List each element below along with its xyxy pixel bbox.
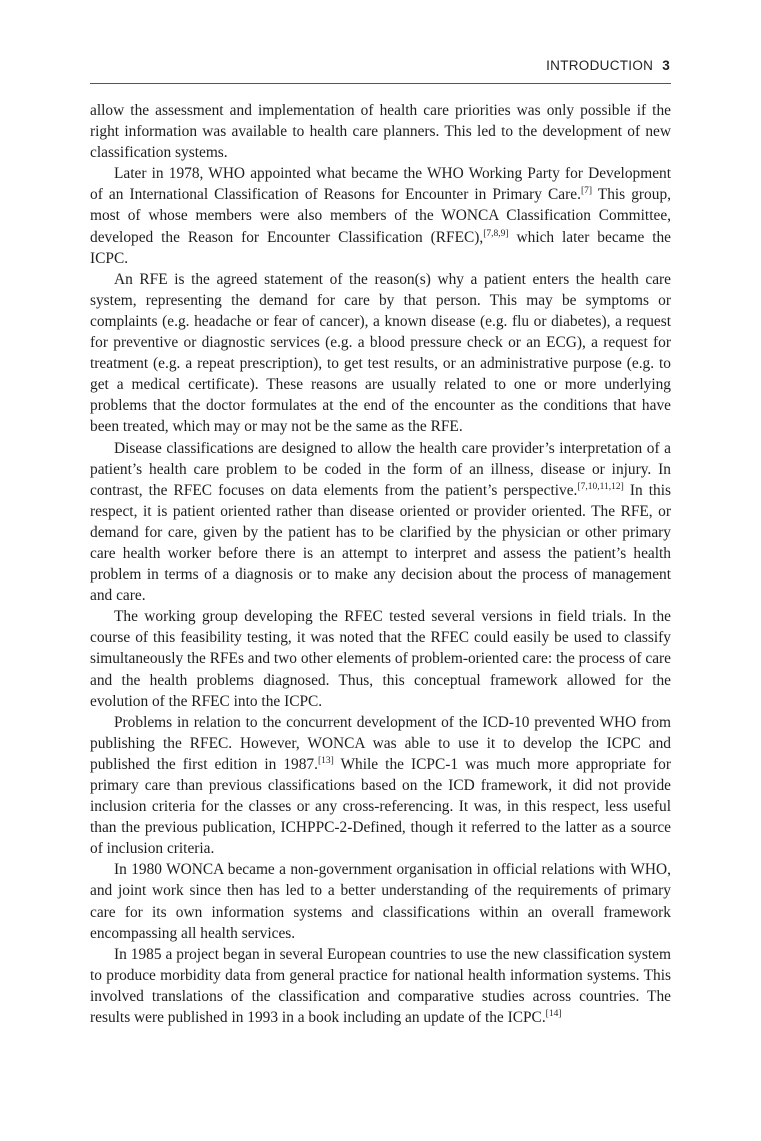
paragraph xyxy=(90,438,671,607)
paragraph-text: allow the assessment and implementation of health care priorities was only possible if the right information was available to health care planners. This led to the development of new classification systems. xyxy=(90,102,671,162)
citation-ref: [7,8,9] xyxy=(483,228,509,239)
paragraph-text: In 1980 WONCA became a non-government organisation in official relations with WHO, and joint work since then has led to a better understanding of the requirements of primary care for its own information systems and classifications within an overall framework encompassing all health services. xyxy=(90,861,671,942)
paragraph xyxy=(90,712,671,860)
page-number: 3 xyxy=(662,58,670,73)
citation-ref: [13] xyxy=(317,755,334,766)
paragraph xyxy=(90,606,671,711)
paragraph xyxy=(90,163,671,268)
paragraph-text: An RFE is the agreed statement of the reason(s) why a patient enters the health care system, representing the demand for care by that person. This may be symptoms or complaints (e.g. headache or fear of cancer), a known disease (e.g. flu or diabetes), a request for preventive or diagnostic services (e.g. a blood pressure check or an ECG), a request for treatment (e.g. a repeat prescription), to get test results, or an administrative purpose (e.g. to get a medical certificate). These reasons are usually related to one or more underlying problems that the doctor formulates at the end of the encounter as the conditions that have been treated, which may or may not be the same as the RFE. xyxy=(90,270,671,436)
paragraph-text: In this respect, it is patient oriented rather than disease oriented or provider oriented. The RFE, or demand for care, given by the patient has to be clarified by the physician or other primary care health worker before there is an attempt to interpret and assess the patient’s health problem in terms of a diagnosis or to make any decision about the process of management and care. xyxy=(90,481,671,605)
paragraph-text: In 1985 a project began in several European countries to use the new classification system to produce morbidity data from general practice for national health information systems. This involved translations of the classification and comparative studies across countries. The results were published in 1993 in a book including an update of the ICPC. xyxy=(90,945,671,1027)
paragraph-text: While the ICPC-1 was much more appropriate for primary care than previous classifications based on the ICD framework, it did not provide inclusion criteria for the classes or any cross-referencing. It was, in this respect, less useful than the previous publication, ICHPPC-2-Defined, though it referred to the latter as a source of inclusion criteria. xyxy=(90,755,671,858)
paragraph-text: The working group developing the RFEC tested several versions in field trials. In the course of this feasibility testing, it was noted that the RFEC could easily be used to classify simultaneously the RFEs and two other elements of problem-oriented care: the process of care and the health problems diagnosed. Thus, this conceptual framework allowed for the evolution of the RFEC into the ICPC. xyxy=(90,608,671,710)
section-title: INTRODUCTION xyxy=(546,58,654,73)
running-header xyxy=(546,58,670,73)
paragraph-text: This group, most of whose members were also members of the WONCA Classification Committee, developed the Reason for Encounter Classification (RFEC), xyxy=(90,186,671,246)
paragraph xyxy=(90,859,671,943)
paragraph xyxy=(90,944,671,1028)
paragraph-text: Disease classifications are designed to allow the health care provider’s interpretation of a patient’s health care problem to be coded in the form of an illness, disease or injury. In contrast, the RFEC focuses on data elements from the patient’s perspective. xyxy=(90,439,671,499)
paragraph-text: Problems in relation to the concurrent development of the ICD-10 prevented WHO from publishing the RFEC. However, WONCA was able to use it to develop the ICPC and published the first edition in 1987. xyxy=(90,713,671,773)
citation-ref: [7] xyxy=(580,186,593,197)
paragraph xyxy=(90,100,671,163)
body-text xyxy=(90,100,671,1028)
paragraph xyxy=(90,269,671,438)
paragraph-text: which later became the ICPC. xyxy=(90,228,671,267)
citation-ref: [14] xyxy=(545,1009,562,1020)
paragraph-text: Later in 1978, WHO appointed what became the WHO Working Party for Development of an International Classification of Reasons for Encounter in Primary Care. xyxy=(90,165,671,204)
header-rule xyxy=(90,83,671,84)
citation-ref: [7,10,11,12] xyxy=(577,481,624,492)
